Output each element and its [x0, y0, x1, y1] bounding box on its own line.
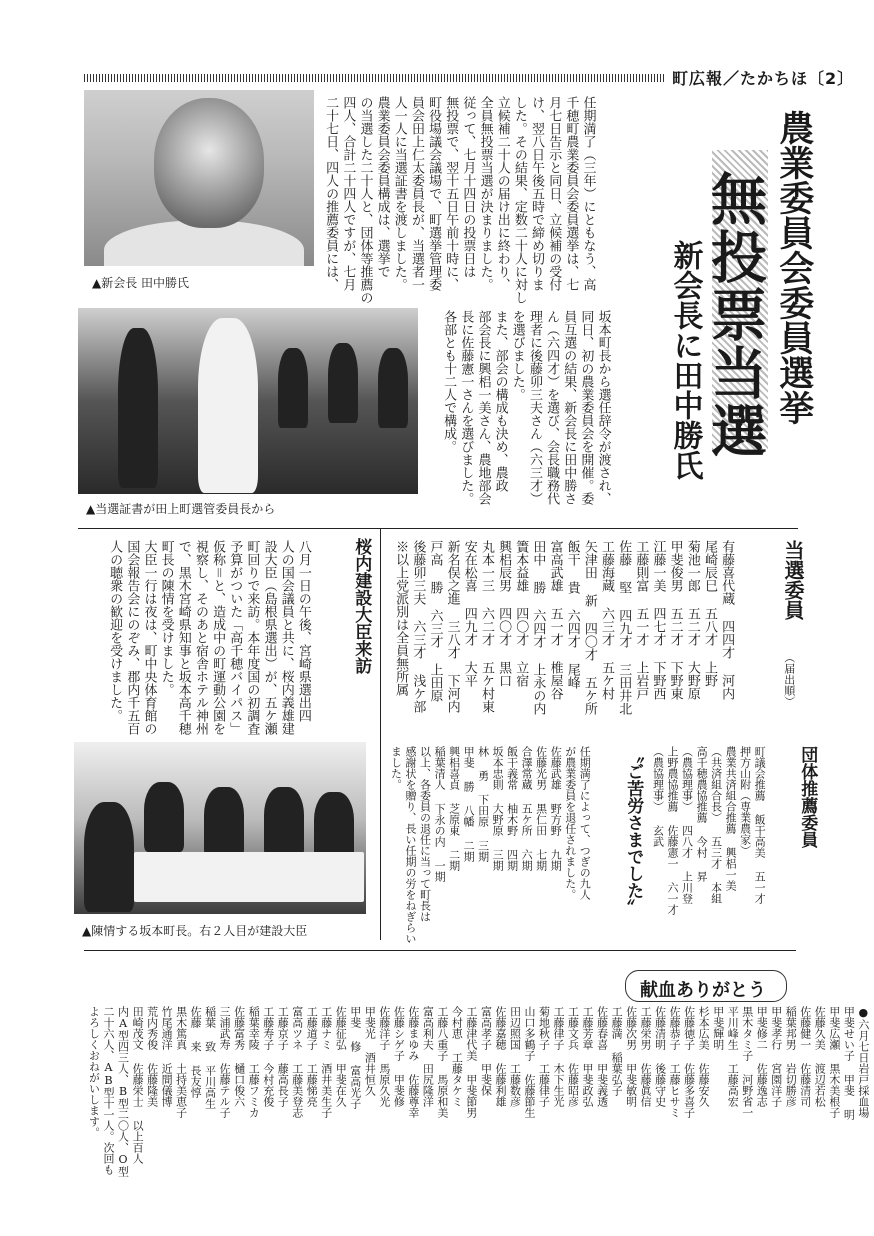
- gokurou-entry: 興梠喜貞 芝原東 二期: [447, 746, 461, 871]
- kenketsu-title: 献血ありがとう: [640, 980, 766, 1001]
- gokurou-title: 〝ご苦労さまでした〟: [623, 746, 644, 916]
- donor-entry: 稲葉 致 平川高生: [203, 1006, 217, 1109]
- donor-entry: 今村恵 工藤タケミ: [450, 1006, 464, 1107]
- donor-entry: 佐藤恭子 工藤ヒサミ: [668, 1006, 682, 1118]
- dantai-entry: 農業共済組合推薦 興梠一美: [724, 746, 738, 891]
- gokurou-entry: 林 勇 下田原 三期: [476, 746, 490, 862]
- donor-entry: 二十六人、AB型十一人。次回も: [102, 1006, 116, 1175]
- donor-entry: 工藤ナミ 酒井美生子: [319, 1006, 333, 1118]
- donor-entry: 佐藤嘉穂 佐藤利雄: [493, 1006, 507, 1107]
- dantai-entry: 町議会推薦 飯干高美 五一才: [753, 746, 767, 904]
- article-line: 各部とも十二人で構成。: [441, 310, 457, 453]
- gokurou-entry: 飯干義常 柚木野 四期: [505, 746, 519, 871]
- minister-line: 予算がついた「高千穂バイパス」: [227, 540, 243, 735]
- article-line: 二十七日、四人の推薦委員には、: [323, 96, 339, 291]
- donor-entry: 甲斐広瀬 黒木美根子: [827, 1006, 841, 1118]
- article-line: 町役場議会議場で、町選挙管理委: [426, 96, 442, 291]
- dantai-list: [650, 746, 766, 936]
- portrait-photo: [84, 90, 314, 266]
- article-line: を選びました。: [509, 310, 525, 401]
- gokurou-entry: 甲斐 勝 八幡 二期: [462, 746, 476, 862]
- gokurou-entry: ました。: [389, 746, 403, 790]
- donor-entry: 甲斐せい子 甲斐 明: [842, 1006, 856, 1120]
- article-line: 月七日告示と同日、立候補の受付: [546, 96, 562, 291]
- dantai-entry: （共済組合長） 五三才 本組: [709, 746, 723, 904]
- winner-entry: 簀本益雄 四〇才 立宿: [513, 540, 529, 687]
- dantai-entry: 押方山附（専業農家）: [738, 746, 752, 856]
- minister-article: [106, 540, 312, 735]
- gokurou-entry: 佐藤武雄 野方野 九期: [549, 746, 563, 871]
- article-line: 同日、初の農業委員会を開催。委: [578, 310, 594, 505]
- petition-photo: [74, 742, 366, 914]
- minister-line: 八月一日の午後、宮崎県選出四: [295, 540, 311, 722]
- gokurou-entry: が農業委員を退任されました。: [563, 746, 577, 900]
- dantai-entry: （農協理事） 玄武: [651, 746, 665, 847]
- article-line: 員互選の結果、新会長に田中勝さ: [561, 310, 577, 505]
- donor-entry: 工藤芳章 甲斐政弘: [581, 1006, 595, 1107]
- winner-entry: 工藤海蔵 六三才 五ケ村: [599, 540, 615, 700]
- donor-entry: 工藤津代美 甲斐節男: [464, 1006, 478, 1118]
- donor-entry: 佐藤洋子 馬原久光: [377, 1006, 391, 1107]
- donor-entry: 内A型四三人、B型二〇人、O型: [116, 1006, 130, 1177]
- donor-entry: 富高ツネ 工藤美登志: [290, 1006, 304, 1118]
- dantai-title: 団体推薦委員: [797, 746, 818, 848]
- donor-entry: 荒内秀俊 佐藤隆美: [145, 1006, 159, 1107]
- article-line: 坂本町長から選任辞令が渡され、: [595, 310, 611, 505]
- article-line: 全員無投票当選が決まりました。: [477, 96, 493, 291]
- article-line: 農業委員会委員構成は、選挙で: [374, 96, 390, 278]
- donor-entry: 佐藤清明 後藤守史: [653, 1006, 667, 1107]
- winners-list: [392, 540, 735, 728]
- winner-entry: ※以上党派別は全員無所属: [393, 540, 409, 696]
- gokurou-entry: 任期満了によって、つぎの九人: [578, 746, 592, 900]
- dantai-entry: 高千穂農協推薦 今村 昇: [695, 746, 709, 882]
- article-line: 員会田上仁太委員長が、当選者一: [408, 96, 424, 291]
- winner-entry: 江藤一美 四七才 下野西: [650, 540, 666, 700]
- donor-entry: 工藤栄男 佐藤眞信: [639, 1006, 653, 1107]
- winner-entry: 佐藤 堅 四九才 三田井北: [616, 540, 632, 715]
- donor-entry: ●六月七日岩戸採血場: [856, 1006, 870, 1118]
- donor-entry: 佐藤春喜 甲斐義透: [595, 1006, 609, 1107]
- donor-entry: 佐藤健一 佐藤清司: [798, 1006, 812, 1107]
- donor-entry: 工藤八重子 馬原和美: [435, 1006, 449, 1118]
- donor-entry: よろしくおねがいします。: [87, 1006, 101, 1138]
- donor-entry: 甲斐 修 富高光子: [348, 1006, 362, 1109]
- winner-entry: 工藤則富 五一才 上岩戸: [633, 540, 649, 700]
- donor-entry: 工藤律子 木下生光: [552, 1006, 566, 1107]
- dantai-entry: （農協理事） 四八才 上川登: [680, 746, 694, 904]
- donor-entry: 竹尾通洋 近間儀博: [160, 1006, 174, 1107]
- minister-line: 視察し、そのあと宿舎ホテル神州: [192, 540, 208, 735]
- donor-entry: 佐藤 来 長友惇: [189, 1006, 203, 1098]
- winner-entry: 新名俣之進 三八才 下河内: [444, 540, 460, 713]
- donor-entry: 佐藤征弘 甲斐在久: [334, 1006, 348, 1107]
- donor-entry: 稲葉幸陵 工藤フミカ: [247, 1006, 261, 1118]
- donor-entry: 富高孝子 甲斐保: [479, 1006, 493, 1096]
- photo3-caption: ▲陳情する坂本町長。右２人目が建設大臣: [82, 924, 308, 938]
- newsletter-title: 町広報／たかちほ〔2〕: [672, 69, 855, 88]
- donor-entry: 甲斐孝行 宮園洋子: [769, 1006, 783, 1107]
- donor-entry: 佐藤次男 甲斐敏明: [624, 1006, 638, 1107]
- article-line: 四人、合計二十四人ですが、七月: [340, 96, 356, 291]
- photo2-caption: ▲当選証書が田上町選管委員長から: [86, 502, 276, 516]
- section-rule: [84, 950, 796, 951]
- donor-entry: 工藤京子 藤高長子: [276, 1006, 290, 1107]
- donor-entry: 甲斐光 酒井恒久: [363, 1006, 377, 1096]
- article-line: 従って、七月十四日の投票日は: [460, 96, 476, 278]
- winner-entry: 丸本一三 六二才 五ケ村東: [478, 540, 494, 713]
- minister-line: 設大臣（島根県選出）が、五ケ瀬: [261, 540, 277, 735]
- winner-entry: 甲斐俊男 五二才 下野東: [667, 540, 683, 700]
- article-line: また、部会の構成も決め、農政: [492, 310, 508, 492]
- article-line: 立候補二十人の届け出に終わり、: [494, 96, 510, 291]
- winners-title: 当選委員: [781, 540, 805, 620]
- article-line: 長に佐藤憲一さんを選びました。: [458, 310, 474, 505]
- winner-entry: 戸高 勝 六三才 上田原: [427, 540, 443, 702]
- gokurou-entry: 合澤常蔵 五ケ所 六期: [520, 746, 534, 871]
- article-line: 無投票で、翌十五日午前十時に、: [443, 96, 459, 291]
- donor-entry: 甲斐輝明: [711, 1006, 725, 1050]
- donor-entry: 三浦武寿 佐藤テル子: [218, 1006, 232, 1118]
- donor-entry: 富高利夫 田尻隆洋: [421, 1006, 435, 1107]
- minister-line: 仮称＝と、造成中の町運動公園を: [210, 540, 226, 735]
- winner-entry: 田中 勝 六四才 上永の内: [530, 540, 546, 715]
- article-line: け、翌八日午後五時で締め切りま: [529, 96, 545, 291]
- photo1-caption: ▲新会長 田中勝氏: [92, 276, 190, 290]
- winner-entry: 菊池一郎 五二才 大野原: [684, 540, 700, 700]
- winner-entry: 有藤喜代蔵 四四才 河内: [719, 540, 735, 700]
- donor-entry: 工藤満 稲葉弘子: [610, 1006, 624, 1096]
- gokurou-entry: 佐藤光男 黒仁田 七期: [534, 746, 548, 871]
- article-line: した。その結果、定数二十人に対し: [511, 96, 527, 304]
- article-line: 理者に後藤卯三夫さん（六三才）: [526, 310, 542, 505]
- donor-entry: 佐藤シゲ子 甲斐修: [392, 1006, 406, 1107]
- dantai-entry: 上野農協推薦 佐藤憲一 六一才: [666, 746, 680, 915]
- donor-entry: 菊地秋子 工藤律子: [537, 1006, 551, 1107]
- donor-entry: 甲斐修二 佐藤逸志: [755, 1006, 769, 1107]
- gokurou-entry: 稲葉清人 下永の内 一期: [433, 746, 447, 882]
- header-rule: [84, 74, 664, 82]
- winner-entry: 富高武雄 五一才 椎屋谷: [547, 540, 563, 700]
- minister-line: 町長の陳情を受けました。: [158, 540, 174, 696]
- minister-line: 国会報告会にのぞみ、郡内千五百: [124, 540, 140, 735]
- minister-line: 人の国会議員と共に、桜内義雄建: [278, 540, 294, 735]
- gokurou-entry: 感謝状を贈り、長い任期の労をねぎらい: [404, 746, 418, 944]
- donor-entry: 佐藤まゆみ 佐藤尊幸: [406, 1006, 420, 1118]
- article-line: 千穂町農業委員会委員選挙は、七: [563, 96, 579, 291]
- winner-entry: 後藤卯三夫 六三才 浅ケ部: [410, 540, 426, 713]
- minister-title: 桜内建設大臣来訪: [351, 538, 372, 674]
- winner-entry: 飯干 貴 六四才 尾峰: [564, 540, 580, 689]
- article-line: 部会長に興梠一美さん、農地部会: [475, 310, 491, 505]
- minister-line: 大臣一行は夜は、町中央体育館の: [141, 540, 157, 735]
- column-divider: [380, 528, 381, 940]
- minister-line: 町回りで来訪。本年度国の初調査: [244, 540, 260, 735]
- article-line: 任期満了（三年）にともなう、高: [580, 96, 596, 291]
- donor-entry: 稲葉邦男 岩切勝彦: [784, 1006, 798, 1107]
- article-line: 人一人に当選証書を渡しました。: [391, 96, 407, 291]
- minister-line: 人の聴衆の歓迎を受けました。: [107, 540, 123, 722]
- donor-entry: 杉本広美 佐藤安久: [697, 1006, 711, 1107]
- donor-entry: 黒木篤真 土持美恵子: [174, 1006, 188, 1118]
- donor-entry: 山口多鶴子 佐藤節生: [522, 1006, 536, 1118]
- donor-entry: 工藤道子 工藤悌亮: [305, 1006, 319, 1107]
- gokurou-entry: 坂本忠則 大野原 三期: [491, 746, 505, 871]
- minister-line: で、黒木宮崎県知事と坂本高千穂: [175, 540, 191, 735]
- donor-entry: 田崎茂文 佐藤栄士 以上百人: [131, 1006, 145, 1164]
- headline-main: 農業委員会委員選挙: [773, 110, 815, 425]
- donor-entry: 工藤寿子 今村充俊: [261, 1006, 275, 1107]
- winner-entry: 尾崎辰巳 五八才 上野: [701, 540, 717, 687]
- donor-entry: 工藤文兵 佐藤昭彦: [566, 1006, 580, 1107]
- headline-big: 無投票当選: [702, 170, 768, 460]
- kenketsu-list: [86, 1006, 870, 1206]
- article-line: の当選した二十人と、団体等推薦の: [357, 96, 373, 304]
- donor-entry: 田辺照国 工藤数彦: [508, 1006, 522, 1107]
- section-rule: [78, 528, 798, 529]
- article-election-cont: [440, 310, 612, 505]
- donor-entry: 黒木タミ子 河野省一: [740, 1006, 754, 1118]
- winner-entry: 安在松喜 四九才 大平: [461, 540, 477, 687]
- donor-entry: 平川峰生 工藤高宏: [726, 1006, 740, 1107]
- gokurou-list: [388, 746, 592, 944]
- gokurou-entry: 以上、各委員の退任に当って町長は: [418, 746, 432, 922]
- headline-sub: 新会長に田中勝氏: [667, 240, 703, 480]
- donor-entry: 佐藤富秀 樋口俊六: [232, 1006, 246, 1107]
- winner-entry: 興梠辰男 四〇才 黒口: [496, 540, 512, 687]
- winners-note: （届出順）: [782, 652, 796, 707]
- winner-entry: 矢津田 新 四〇才 五ケ所: [581, 540, 597, 715]
- donor-entry: 佐藤徳子 佐藤多喜子: [682, 1006, 696, 1118]
- article-line: ん（六四才）を選び、会長職務代: [544, 310, 560, 505]
- donor-entry: 佐藤久美 渡辺若松: [813, 1006, 827, 1107]
